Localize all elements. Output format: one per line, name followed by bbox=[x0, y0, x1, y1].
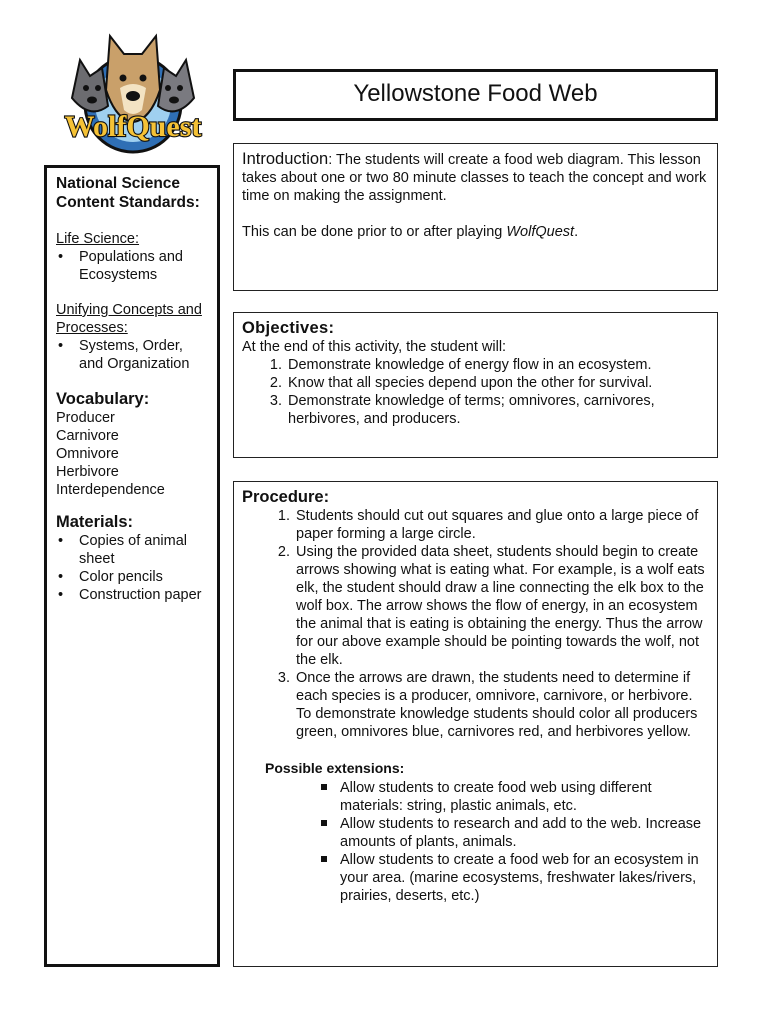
list-item: Allow students to create food web using different materials: string, plastic animals, etc. bbox=[319, 779, 709, 815]
vocab-item: Omnivore bbox=[56, 446, 119, 462]
vocab-item: Herbivore bbox=[56, 464, 119, 480]
objectives-list bbox=[242, 356, 709, 428]
standards-heading: National Science Content Standards: bbox=[56, 175, 200, 211]
introduction-heading: Introduction bbox=[242, 150, 329, 168]
vocab-item: Interdependence bbox=[56, 482, 165, 498]
intro-note-prefix: This can be done prior to or after playing bbox=[242, 224, 507, 240]
introduction-text: : The students will create a food web diagram. This lesson takes about one or two 80 minute classes to teach the concept and work time on making the assignment. bbox=[242, 152, 707, 204]
list-item: 1. Students should cut out squares and glue onto a large piece of paper forming a large circle. bbox=[294, 507, 709, 543]
objectives-heading: Objectives: bbox=[242, 319, 335, 337]
list-item: Allow students to create a food web for an ecosystem in your area. (marine ecosystems, freshwater lakes/rivers, prairies, deserts, etc.) bbox=[319, 851, 709, 905]
unifying-concepts-list bbox=[56, 337, 209, 373]
extensions-heading: Possible extensions: bbox=[265, 760, 405, 776]
list-item: • Systems, Order, and Organization bbox=[56, 337, 209, 373]
life-science-list bbox=[56, 248, 209, 284]
page-title: Yellowstone Food Web bbox=[353, 80, 598, 107]
procedure-heading: Procedure: bbox=[242, 488, 330, 506]
wolf-left-icon bbox=[72, 60, 108, 111]
vocabulary-heading: Vocabulary: bbox=[56, 390, 150, 408]
list-item: 2. Using the provided data sheet, students should begin to create arrows showing what is eating what. For example, is a wolf eats elk, the student should draw a line connecting the elk box to the wolf box. The arrow shows the flow of energy, in an ecosystem the animal that is eating is obtaining the energy. Thus the arrow for our above example should be pointing towards the wolf, not the elk. bbox=[294, 543, 709, 669]
list-item: Allow students to research and add to the web. Increase amounts of plants, animals. bbox=[319, 815, 709, 851]
objectives-lead: At the end of this activity, the student will: bbox=[242, 339, 507, 355]
unifying-concepts-label: Unifying Concepts and Processes: bbox=[56, 302, 202, 336]
wolf-right-icon bbox=[158, 60, 194, 111]
objectives-box bbox=[233, 312, 718, 458]
sidebar bbox=[44, 165, 220, 967]
introduction-note bbox=[242, 223, 709, 241]
wolfquest-logo bbox=[50, 28, 216, 158]
intro-note-suffix: . bbox=[574, 224, 579, 240]
list-item: • Construction paper bbox=[56, 586, 209, 604]
materials-heading: Materials: bbox=[56, 513, 134, 531]
introduction-box bbox=[233, 143, 718, 291]
intro-note-game: WolfQuest bbox=[506, 224, 575, 240]
list-item: • Copies of animal sheet bbox=[56, 532, 209, 568]
list-item: 3. Once the arrows are drawn, the students need to determine if each species is a producer, omnivore, carnivore, or herbivore. To demonstrate knowledge students should color all producers green, omnivores blue, carnivores red, and herbivores yellow. bbox=[294, 669, 709, 741]
title-box bbox=[233, 69, 718, 121]
logo-wordmark: WolfQuest bbox=[64, 110, 202, 143]
list-item: 2. Know that all species depend upon the other for survival. bbox=[286, 374, 709, 392]
list-item: 3. Demonstrate knowledge of terms; omnivores, carnivores, herbivores, and producers. bbox=[286, 392, 709, 428]
materials-list bbox=[56, 532, 209, 604]
list-item: 1. Demonstrate knowledge of energy flow in an ecosystem. bbox=[286, 356, 709, 374]
life-science-label: Life Science: bbox=[56, 231, 140, 247]
procedure-steps bbox=[242, 507, 709, 741]
extensions-list bbox=[242, 779, 709, 905]
list-item: • Color pencils bbox=[56, 568, 209, 586]
vocab-item: Producer bbox=[56, 410, 115, 426]
procedure-box bbox=[233, 481, 718, 967]
vocab-item: Carnivore bbox=[56, 428, 119, 444]
list-item: • Populations and Ecosystems bbox=[56, 248, 209, 284]
